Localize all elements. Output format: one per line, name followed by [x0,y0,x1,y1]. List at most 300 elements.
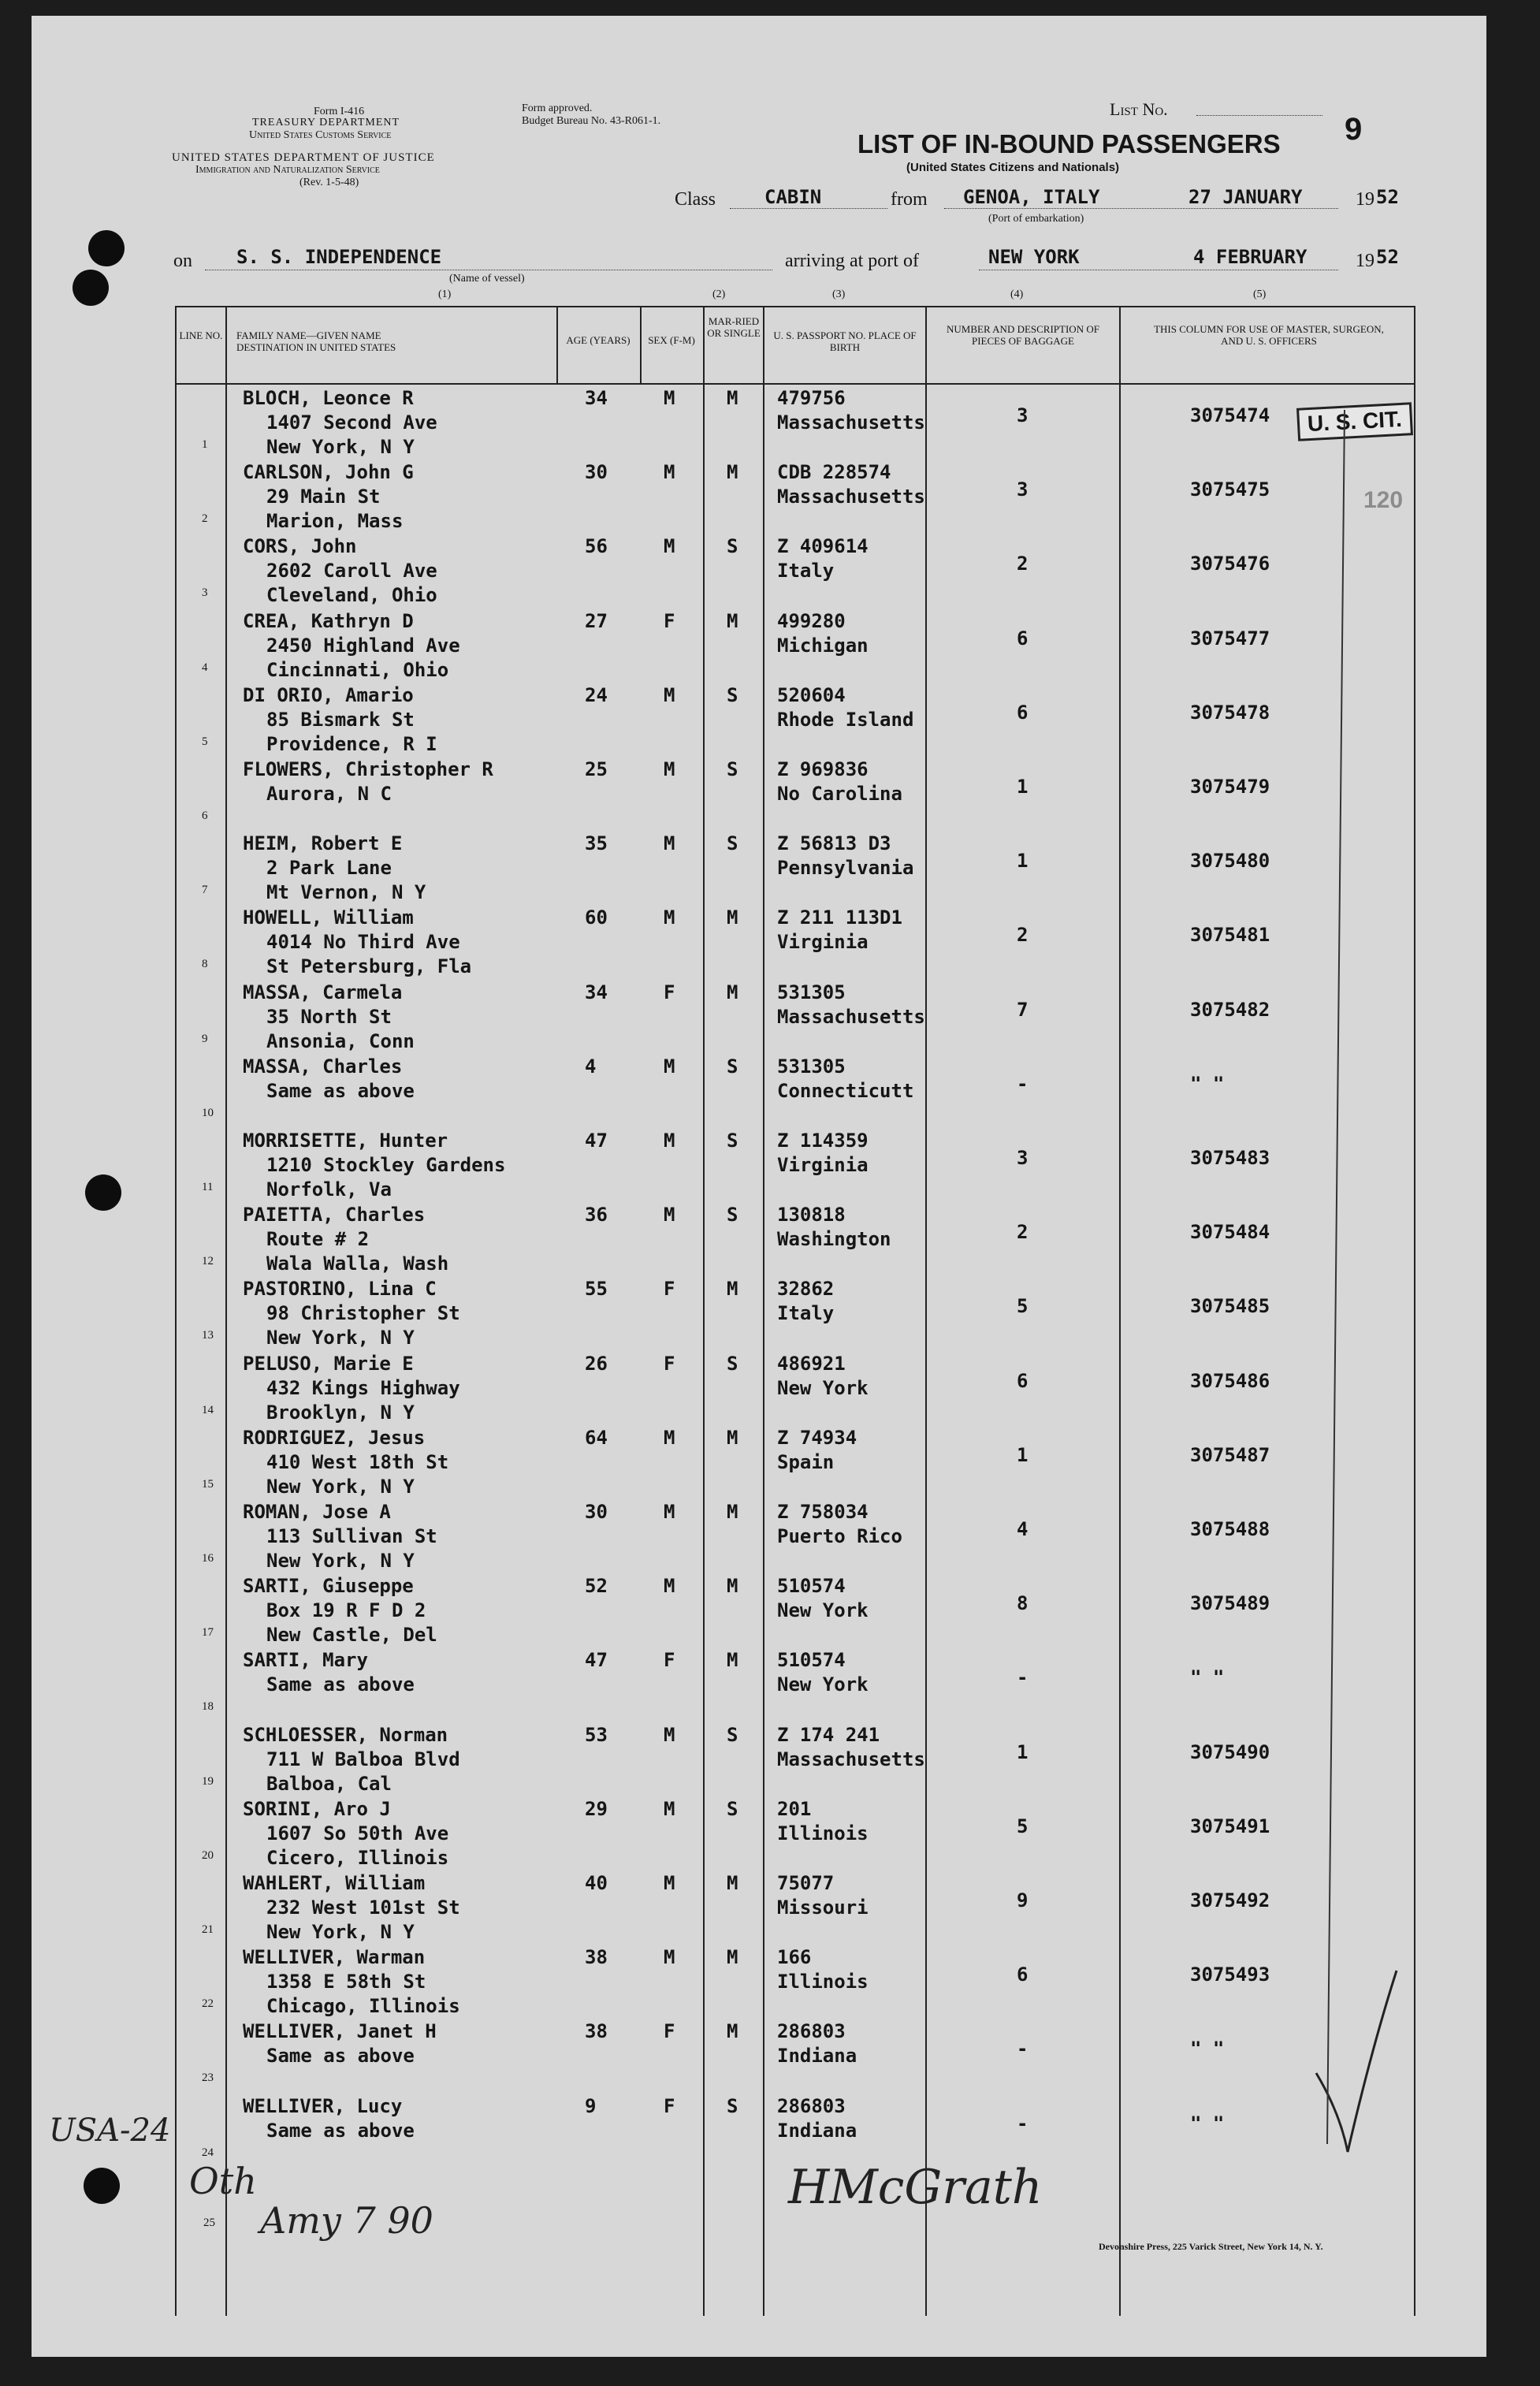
line-number: 18 [202,1700,214,1714]
place-of-birth: No Carolina [777,783,902,805]
table-row [0,1426,1540,1500]
officer-number: 3075484 [1190,1221,1270,1244]
line-number: 17 [202,1626,214,1640]
passenger-city: Mt Vernon, N Y [266,881,426,904]
passenger-sex: M [664,1130,675,1152]
passenger-address: 1407 Second Ave [266,411,437,434]
passenger-address: 1210 Stockley Gardens [266,1154,506,1176]
customs-service: United States Customs Service [249,129,392,141]
marital-status: M [727,1501,738,1523]
margin-code: USA-24 [49,2112,171,2149]
line-number: 5 [202,735,208,748]
vessel-name: S. S. INDEPENDENCE [236,246,442,268]
officer-number: " " [1190,2112,1225,2135]
passenger-sex: F [664,1649,675,1672]
from-date: 27 JANUARY [1188,186,1303,208]
officer-number: 3075485 [1190,1295,1270,1318]
passenger-name: SARTI, Mary [243,1649,368,1672]
line-number: 8 [202,958,208,971]
baggage-count: - [1017,2112,1029,2135]
line-number: 2 [202,512,208,526]
passenger-sex: M [664,1797,675,1820]
passenger-name: WELLIVER, Janet H [243,2020,437,2043]
place-of-birth: Italy [777,1302,835,1325]
line-number: 23 [202,2071,214,2085]
passenger-sex: F [664,1278,675,1301]
passenger-city: St Petersburg, Fla [266,955,472,978]
table-row [0,757,1540,832]
passport-number: 286803 [777,2020,846,2043]
line-number: 12 [202,1255,214,1268]
passenger-name: BLOCH, Leonce R [243,387,414,409]
line-number: 7 [202,884,208,897]
baggage-count: 7 [1017,998,1029,1021]
list-no-line [1196,115,1322,116]
passenger-address: Same as above [266,1673,415,1696]
passenger-age: 30 [585,461,608,484]
passenger-age: 60 [585,906,608,929]
table-row [0,832,1540,906]
passport-number: 130818 [777,1204,846,1227]
passenger-sex: M [664,1055,675,1078]
doj-heading: UNITED STATES DEPARTMENT OF JUSTICE [172,151,435,164]
passenger-name: MORRISETTE, Hunter [243,1130,448,1152]
officer-number: 3075486 [1190,1369,1270,1392]
punch-hole [84,2168,120,2204]
arrival-port: NEW YORK [988,246,1080,268]
baggage-count: 3 [1017,404,1029,426]
passenger-name: PASTORINO, Lina C [243,1278,437,1301]
table-row [0,609,1540,683]
officer-number: " " [1190,2038,1225,2060]
marital-status: S [727,683,738,706]
passenger-address: 432 Kings Highway [266,1376,460,1399]
punch-hole [73,270,109,306]
line-number: 22 [202,1997,214,2011]
marital-status: M [727,906,738,929]
budget-bureau: Budget Bureau No. 43-R061-1. [522,115,661,127]
officer-number: 3075493 [1190,1964,1270,1986]
form-approved: Form approved. [522,102,593,114]
place-of-birth: Connecticutt [777,1079,914,1102]
place-of-birth: Puerto Rico [777,1525,902,1547]
from-label: from [891,189,928,210]
passenger-age: 35 [585,832,608,855]
place-of-birth: Washington [777,1228,891,1251]
passport-number: Z 56813 D3 [777,832,891,855]
passenger-city: Providence, R I [266,732,437,755]
marital-status: S [727,832,738,855]
place-of-birth: Virginia [777,1154,869,1176]
passport-number: Z 969836 [777,758,869,780]
officer-number: 3075476 [1190,553,1270,575]
place-of-birth: Italy [777,560,835,583]
passenger-address: 2602 Caroll Ave [266,560,437,583]
officer-number: 3075487 [1190,1443,1270,1466]
passenger-city: Wala Walla, Wash [266,1253,449,1275]
passport-number: 201 [777,1797,812,1820]
passenger-city: New York, N Y [266,1475,415,1498]
table-row [0,1352,1540,1426]
place-of-birth: Illinois [777,1822,869,1844]
passenger-address: 1607 So 50th Ave [266,1822,449,1844]
passenger-address: 2450 Highland Ave [266,634,460,657]
passport-number: Z 409614 [777,535,869,558]
table-row [0,534,1540,609]
place-of-birth: New York [777,1599,869,1622]
form-number: Form I-416 [314,106,365,117]
passenger-sex: M [664,906,675,929]
officer-number: 3075475 [1190,478,1270,501]
colhead-officers: THIS COLUMN FOR USE OF MASTER, SURGEON, AND U. S. OFFICERS [1154,323,1384,347]
passenger-city: New York, N Y [266,1550,415,1572]
passenger-sex: M [664,832,675,855]
passenger-city: Cincinnati, Ohio [266,658,449,681]
place-of-birth: Massachusetts [777,486,925,508]
passenger-name: WAHLERT, William [243,1872,426,1894]
ins-heading: Immigration and Naturalization Service [195,164,380,176]
line-number: 4 [202,661,208,674]
colnum-5: (5) [1253,288,1267,300]
passenger-sex: F [664,609,675,632]
place-of-birth: New York [777,1673,869,1696]
place-of-birth: Massachusetts [777,1005,925,1028]
passport-number: Z 74934 [777,1426,857,1449]
line-number: 10 [202,1106,214,1119]
place-of-birth: Rhode Island [777,708,914,731]
form-title: LIST OF IN-BOUND PASSENGERS [857,129,1281,158]
line-number: 6 [202,810,208,822]
marital-status: M [727,609,738,632]
from-year: 52 [1376,186,1399,208]
table-row [0,1277,1540,1351]
table-row [0,1055,1540,1129]
passport-number: Z 114359 [777,1130,869,1152]
passport-number: 531305 [777,981,846,1003]
table-row [0,1648,1540,1722]
passenger-sex: M [664,1426,675,1449]
passenger-city: Marion, Mass [266,510,404,533]
baggage-count: 6 [1017,627,1029,650]
colhead-passport: U. S. PASSPORT NO. PLACE OF BIRTH [773,329,917,353]
passenger-age: 55 [585,1278,608,1301]
colnum-4: (4) [1010,288,1024,300]
marital-status: M [727,1278,738,1301]
passenger-name: HOWELL, William [243,906,414,929]
officer-number: " " [1190,1072,1225,1095]
officer-number: 3075480 [1190,850,1270,873]
passenger-sex: M [664,461,675,484]
passport-number: 32862 [777,1278,835,1301]
place-of-birth: Missouri [777,1897,869,1919]
passenger-city: New Castle, Del [266,1624,437,1647]
handwritten-initials: Oth [189,2160,257,2202]
passenger-sex: M [664,535,675,558]
place-of-birth: Indiana [777,2045,857,2068]
baggage-count: 1 [1017,776,1029,798]
passenger-address: 85 Bismark St [266,708,415,731]
from-line [944,208,1338,209]
passenger-address: Route # 2 [266,1228,370,1251]
passenger-address: 711 W Balboa Blvd [266,1748,460,1770]
passenger-sex: F [664,2020,675,2043]
passenger-city: Cleveland, Ohio [266,584,437,607]
passenger-age: 30 [585,1501,608,1523]
baggage-count: 3 [1017,478,1029,501]
passenger-city: Chicago, Illinois [266,1995,460,2018]
passport-number: 479756 [777,387,846,409]
baggage-count: 3 [1017,1147,1029,1169]
officer-number: 3075483 [1190,1147,1270,1169]
passenger-name: RODRIGUEZ, Jesus [243,1426,426,1449]
passenger-address: Same as above [266,1079,415,1102]
marital-status: M [727,1872,738,1894]
passenger-address: Box 19 R F D 2 [266,1599,426,1622]
passenger-sex: M [664,387,675,409]
passenger-age: 9 [585,2094,597,2117]
handwritten-note: Amy 7 90 [260,2199,433,2242]
passenger-address: 232 West 101st St [266,1897,460,1919]
passenger-sex: F [664,2094,675,2117]
colhead-married: MAR-RIED OR SINGLE [707,315,761,339]
baggage-count: 2 [1017,553,1029,575]
passenger-sex: M [664,1204,675,1227]
passport-number: Z 174 241 [777,1723,880,1746]
line-number: 14 [202,1403,214,1416]
table-row [0,981,1540,1055]
line-number: 20 [202,1848,214,1862]
passenger-age: 34 [585,981,608,1003]
table-row [0,460,1540,534]
passenger-sex: M [664,1575,675,1598]
passport-number: 486921 [777,1352,846,1375]
place-of-birth: Spain [777,1450,835,1473]
passport-number: 520604 [777,683,846,706]
officer-number: " " [1190,1666,1225,1689]
passenger-name: WELLIVER, Warman [243,1946,426,1969]
passenger-name: ROMAN, Jose A [243,1501,391,1523]
marital-status: M [727,461,738,484]
passenger-address: 29 Main St [266,486,381,508]
passenger-address: 113 Sullivan St [266,1525,437,1547]
marital-status: M [727,1649,738,1672]
revision: (Rev. 1-5-48) [299,177,359,188]
arrival-year-prefix: 19 [1356,251,1374,271]
line-number: 16 [202,1552,214,1565]
baggage-count: 8 [1017,1592,1029,1615]
officer-number: 3075481 [1190,924,1270,947]
passenger-sex: M [664,1872,675,1894]
place-of-birth: Pennsylvania [777,857,914,880]
officer-number: 3075479 [1190,776,1270,798]
us-citizen-stamp: U. S. CIT. [1296,402,1413,441]
passenger-address: 4014 No Third Ave [266,931,460,954]
passenger-name: MASSA, Charles [243,1055,403,1078]
table-row [0,1574,1540,1648]
marital-status: M [727,1946,738,1969]
from-port: GENOA, ITALY [963,186,1100,208]
colhead-age: AGE (YEARS) [566,334,631,346]
marital-status: M [727,1575,738,1598]
colhead-sex: SEX (F-M) [648,334,695,346]
passport-number: Z 758034 [777,1501,869,1523]
passenger-name: HEIM, Robert E [243,832,403,855]
marital-status: M [727,387,738,409]
baggage-count: 2 [1017,924,1029,947]
baggage-count: 1 [1017,850,1029,873]
passenger-age: 56 [585,535,608,558]
class-label: Class [675,189,716,210]
table-row [0,1500,1540,1574]
passenger-name: SARTI, Giuseppe [243,1575,414,1598]
table-row [0,1871,1540,1945]
passenger-name: SORINI, Aro J [243,1797,391,1820]
colnum-2: (2) [712,288,726,300]
arrival-year: 52 [1376,246,1399,268]
passport-number: Z 211 113D1 [777,906,902,929]
passenger-age: 40 [585,1872,608,1894]
officer-number: 3075491 [1190,1815,1270,1837]
baggage-count: - [1017,1666,1029,1689]
marital-status: S [727,1797,738,1820]
marital-status: S [727,1352,738,1375]
marital-status: S [727,758,738,780]
passenger-age: 53 [585,1723,608,1746]
colhead-name: FAMILY NAME—GIVEN NAME DESTINATION IN UNITED STATES [236,329,396,353]
passenger-age: 26 [585,1352,608,1375]
treasury-dept: TREASURY DEPARTMENT [252,117,400,128]
passenger-age: 47 [585,1649,608,1672]
baggage-count: 5 [1017,1295,1029,1318]
place-of-birth: Indiana [777,2119,857,2142]
table-row [0,1723,1540,1797]
passenger-sex: M [664,1723,675,1746]
passenger-sex: M [664,1946,675,1969]
on-label: on [173,251,192,271]
passenger-name: WELLIVER, Lucy [243,2094,403,2117]
table-row [0,683,1540,757]
passenger-sex: M [664,758,675,780]
line-number: 21 [202,1923,214,1936]
colnum-3: (3) [832,288,846,300]
passenger-city: Brooklyn, N Y [266,1401,415,1424]
place-of-birth: Virginia [777,931,869,954]
officer-number: 3075488 [1190,1518,1270,1540]
place-of-birth: Massachusetts [777,411,925,434]
line-number: 24 [202,2146,214,2159]
baggage-count: 6 [1017,701,1029,724]
colhead-baggage: NUMBER AND DESCRIPTION OF PIECES OF BAGGAGE [947,323,1099,347]
line-number: 1 [202,438,208,451]
officer-number: 3075478 [1190,701,1270,724]
marital-status: S [727,2094,738,2117]
passport-number: 510574 [777,1575,846,1598]
table-row [0,1129,1540,1203]
passenger-age: 29 [585,1797,608,1820]
place-of-birth: Michigan [777,634,869,657]
marital-status: M [727,1426,738,1449]
printer-imprint: Devonshire Press, 225 Varick Street, New York 14, N. Y. [1099,2241,1323,2252]
passenger-sex: M [664,683,675,706]
passenger-age: 25 [585,758,608,780]
passenger-address: 1358 E 58th St [266,1971,426,1993]
line-number-25: 25 [203,2217,215,2229]
passenger-age: 64 [585,1426,608,1449]
passenger-age: 4 [585,1055,597,1078]
punch-hole [88,230,125,266]
list-no-label: List No. [1110,99,1168,119]
passenger-name: MASSA, Carmela [243,981,403,1003]
marital-status: S [727,1130,738,1152]
marital-status: S [727,1204,738,1227]
passenger-city: Ansonia, Conn [266,1029,415,1052]
passenger-city: New York, N Y [266,436,415,458]
passenger-name: SCHLOESSER, Norman [243,1723,448,1746]
passport-number: 166 [777,1946,812,1969]
line-number: 13 [202,1329,214,1342]
officer-number: 3075477 [1190,627,1270,650]
passenger-age: 38 [585,2020,608,2043]
passenger-city: New York, N Y [266,1921,415,1943]
passenger-name: DI ORIO, Amario [243,683,414,706]
passenger-name: PELUSO, Marie E [243,1352,414,1375]
baggage-count: 1 [1017,1443,1029,1466]
passenger-age: 24 [585,683,608,706]
from-year-prefix: 19 [1356,189,1374,210]
passenger-sex: M [664,1501,675,1523]
baggage-count: 6 [1017,1369,1029,1392]
arriving-label: arriving at port of [785,251,919,271]
passenger-address: Same as above [266,2045,415,2068]
port-caption: (Port of embarkation) [988,213,1084,225]
table-row [0,1797,1540,1871]
officer-number: 3075492 [1190,1889,1270,1911]
stamp-number: 120 [1363,487,1404,513]
baggage-count: - [1017,1072,1029,1095]
passport-number: 510574 [777,1649,846,1672]
passport-number: 286803 [777,2094,846,2117]
marital-status: S [727,535,738,558]
passport-number: 75077 [777,1872,835,1894]
passenger-city: Norfolk, Va [266,1178,392,1200]
officer-number: 3075474 [1190,404,1270,426]
form-subtitle: (United States Citizens and Nationals) [906,161,1120,174]
passenger-age: 38 [585,1946,608,1969]
place-of-birth: New York [777,1376,869,1399]
passenger-address: 98 Christopher St [266,1302,460,1325]
marital-status: M [727,2020,738,2043]
right-margin-line [1321,410,1352,2144]
marital-status: S [727,1055,738,1078]
class-value: CABIN [764,186,822,208]
place-of-birth: Massachusetts [777,1748,925,1770]
baggage-count: 1 [1017,1740,1029,1763]
line-number: 3 [202,586,208,600]
passenger-city: Balboa, Cal [266,1772,392,1795]
table-row [0,1203,1540,1277]
passenger-name: CARLSON, John G [243,461,414,484]
passenger-name: CREA, Kathryn D [243,609,414,632]
table-row [0,906,1540,980]
line-number: 15 [202,1477,214,1491]
list-no-value: 9 [1345,112,1363,147]
class-line [730,208,887,209]
passenger-address: 2 Park Lane [266,857,392,880]
colhead-line: LINE NO. [179,329,223,341]
baggage-count: - [1017,2038,1029,2060]
passport-number: CDB 228574 [777,461,891,484]
marital-status: M [727,981,738,1003]
